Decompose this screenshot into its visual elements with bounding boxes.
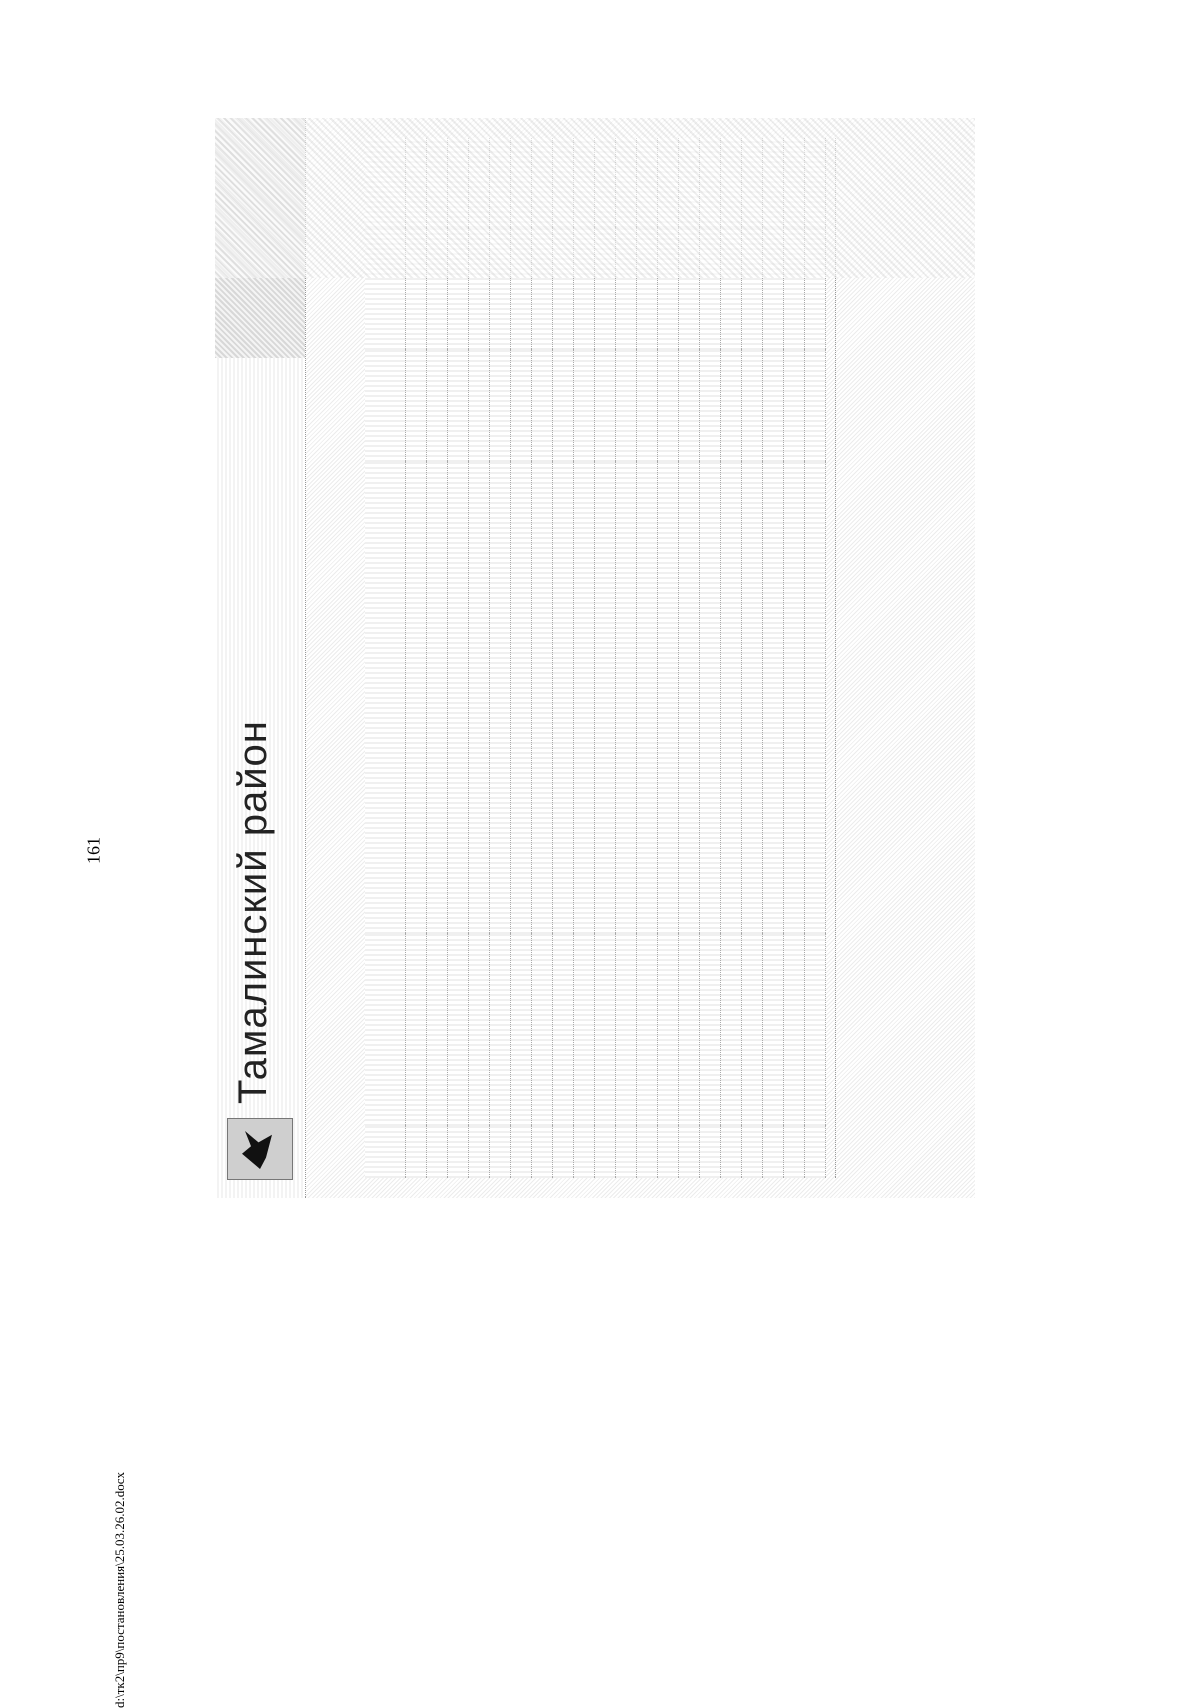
table-row <box>700 138 721 1178</box>
district-title: Тамалинский район <box>231 720 275 1104</box>
table-row <box>742 138 763 1178</box>
table-row <box>721 138 742 1178</box>
table-row <box>595 138 616 1178</box>
table-row <box>469 138 490 1178</box>
table-row <box>427 138 448 1178</box>
district-emblem-icon <box>227 1118 293 1180</box>
table-row <box>637 138 658 1178</box>
table-row <box>511 138 532 1178</box>
table-row <box>574 138 595 1178</box>
scan-header <box>215 118 306 1198</box>
table-row <box>679 138 700 1178</box>
table-row <box>805 138 826 1178</box>
legend-strip <box>835 138 896 1178</box>
table-row <box>532 138 553 1178</box>
illegible-table <box>365 138 826 1178</box>
table-row <box>406 138 427 1178</box>
table-row <box>553 138 574 1178</box>
table-row <box>490 138 511 1178</box>
table-row <box>448 138 469 1178</box>
page-number: 161 <box>83 837 104 864</box>
table-row <box>616 138 637 1178</box>
table-row <box>658 138 679 1178</box>
table-row <box>784 138 805 1178</box>
scanned-table-image <box>185 118 1005 1198</box>
file-path: d:\тк2\пр9\постановления\25.03.26.02.docx <box>112 1471 127 1708</box>
table-row <box>763 138 784 1178</box>
scan-rotated <box>215 118 975 1198</box>
scan-shading-right <box>215 118 975 278</box>
